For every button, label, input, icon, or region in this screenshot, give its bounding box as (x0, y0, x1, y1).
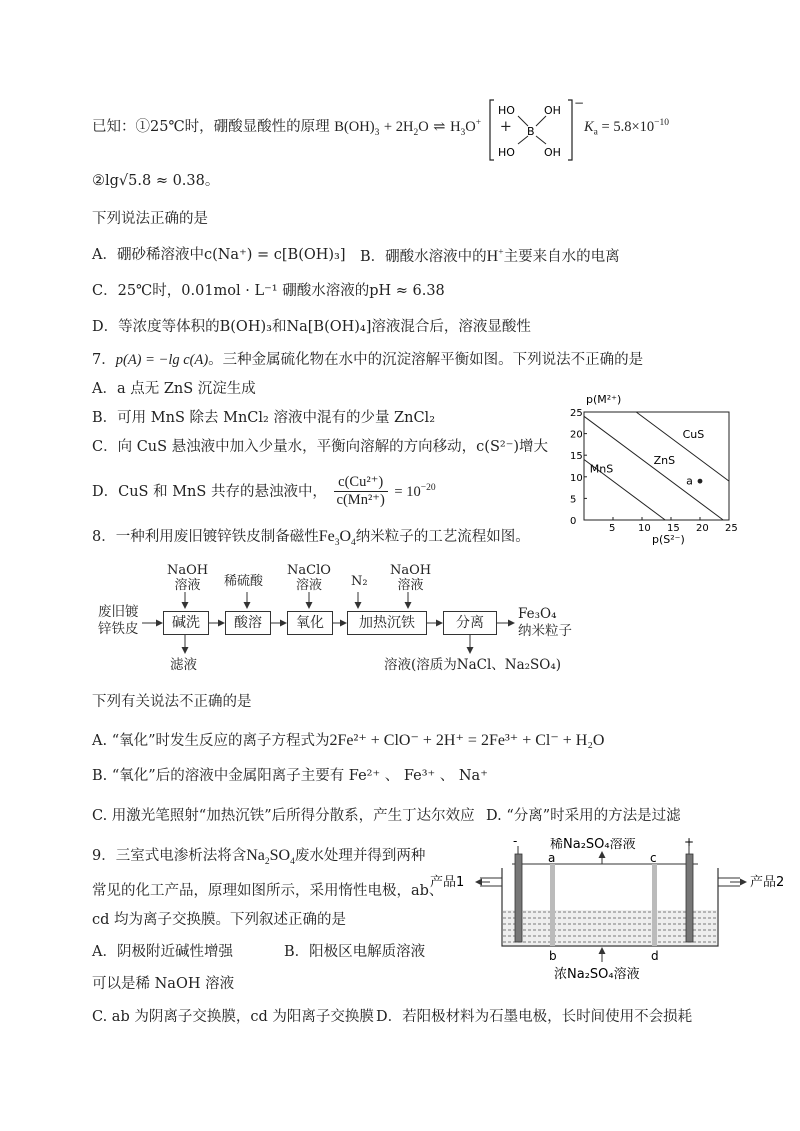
q9-option-a: A．阴极附近碱性增强 (92, 944, 233, 960)
membrane-cd (652, 864, 657, 946)
flow-product: Fe₃O₄ 纳米粒子 (518, 606, 572, 639)
q7-option-c: C．向 CuS 悬浊液中加入少量水，平衡向溶解的方向移动，c(S²⁻)增大 (92, 439, 549, 455)
anode-sign: + (684, 838, 695, 849)
known-prefix: 已知：① (92, 118, 150, 135)
membrane-label-c: c (650, 851, 657, 865)
complex-oh-top: OH (544, 104, 561, 117)
membrane-label-d: d (651, 949, 659, 963)
x-tick-label: 10 (638, 523, 651, 534)
q9-stem-line-1: 9．三室式电渗析法将含$Na_2SO_4$废水处理并得到两种 (92, 847, 426, 868)
plus-sign: + (499, 118, 512, 135)
y-tick-label: 10 (570, 472, 583, 484)
concentrated-sodium-sulfate-label: 浓Na₂SO₄溶液 (554, 967, 640, 982)
x-tick-label: 25 (725, 523, 738, 534)
known-condition-1: 25℃时，硼酸显酸性的原理 (150, 118, 330, 135)
flow-step-alkali-wash: 碱洗 (163, 611, 209, 635)
known-line-2: ②lg√5.8 ≈ 0.38。 (92, 173, 220, 189)
cathode-sign: - (513, 838, 518, 848)
complex-ho-bottom: HO (498, 146, 515, 159)
flow-step-heat-precipitate: 加热沉铁 (347, 611, 427, 635)
complex-charge: − (574, 96, 585, 110)
x-tick-label: 20 (696, 523, 709, 534)
flow-solution: 溶液(溶质为NaCl、Na₂SO₄) (384, 657, 562, 673)
series-label-cus: CuS (682, 427, 705, 441)
y-tick-label: 15 (570, 451, 583, 463)
q6-stem: 下列说法正确的是 (92, 211, 208, 227)
q9-option-b: B．阳极区电解质溶液 (284, 944, 426, 960)
q8-option-a: A. “氧化”时发生反应的离子方程式为2Fe²⁺ + ClO⁻ + 2H⁺ = 2Fe³⁺ + Cl⁻ + H₂O (92, 732, 605, 749)
membrane-label-b: b (549, 949, 557, 963)
q9-option-c: C. ab 为阴离子交换膜，cd 为阳离子交换膜 (92, 1009, 374, 1025)
q6-option-d: D．等浓度等体积的B(OH)₃和Na[B(OH)₄]溶液混合后，溶液显酸性 (92, 319, 531, 335)
x-tick-label: 15 (667, 523, 680, 534)
q7-option-d: D．CuS 和 MnS 共存的悬浊液中， $\frac{\text{c(Cu²⁺)}}{\text{c(Mn²⁺)}}$ = $10^{-20}$ (92, 474, 436, 509)
equilibrium-arrow: ⇌ (433, 118, 446, 135)
boric-acid-formula: $B(OH)_3$ (334, 118, 380, 138)
q6-option-c: C．25℃时，0.01mol · L⁻¹ 硼酸水溶液的pH ≈ 6.38 (92, 283, 445, 299)
y-tick-label: 20 (570, 429, 583, 441)
flow-waste-filtrate: 滤液 (170, 657, 197, 673)
q8-after-stem: 下列有关说法不正确的是 (92, 694, 252, 710)
q6-option-a: A．硼砂稀溶液中c(Na⁺) = c[B(OH)₃] (92, 247, 346, 263)
membrane-ab (550, 864, 555, 946)
q7-option-a: A．a 点无 ZnS 沉淀生成 (92, 381, 256, 397)
flow-reagent-4: N₂ (351, 574, 368, 589)
point-a-label: a (686, 474, 693, 488)
flow-reagent-5: NaOH 溶液 (390, 563, 432, 593)
electrodialysis-cell-diagram (430, 838, 800, 998)
y-tick-label: 5 (570, 494, 577, 506)
q9-option-d: D．若阳极材料为石墨电极，长时间使用不会损耗 (376, 1009, 693, 1025)
product-2-label: 产品2 (750, 875, 785, 890)
water-term: + $2H_2O$ (383, 118, 429, 138)
membrane-label-a: a (548, 851, 556, 865)
complex-oh-bottom: OH (544, 146, 561, 159)
q8-stem: 8．一种利用废旧镀锌铁皮制备磁性$Fe_3O_4$纳米粒子的工艺流程如图。 (92, 528, 530, 549)
q9-option-b-continued: 可以是稀 NaOH 溶液 (92, 976, 235, 992)
y-tick-label: 0 (570, 516, 577, 527)
flow-reagent-2: 稀硫酸 (224, 574, 264, 589)
dilute-sodium-sulfate-label: 稀Na₂SO₄溶液 (550, 838, 636, 852)
concentration-ratio: $\frac{\text{c(Cu²⁺)}}{\text{c(Mn²⁺)}}$ (334, 474, 388, 510)
complex-boron: B (527, 125, 535, 138)
series-label-zns: ZnS (653, 453, 676, 467)
q6-option-b: B．硼酸水溶液中的H+主要来自水的电离 (360, 247, 620, 265)
flow-reagent-3: NaClO 溶液 (287, 563, 331, 593)
y-tick-label: 25 (570, 408, 583, 419)
q7-option-b: B．可用 MnS 除去 MnCl₂ 溶液中混有的少量 ZnCl₂ (92, 410, 436, 426)
product-1-label: 产品1 (430, 875, 465, 890)
q8-option-b: B. “氧化”后的溶液中金属阳离子主要有 Fe²⁺ 、 Fe³⁺ 、 Na⁺ (92, 768, 488, 784)
y-axis-label: p(M²⁺) (586, 393, 622, 406)
anode (686, 854, 693, 942)
flow-reagent-1: NaOH 溶液 (167, 563, 209, 593)
flow-step-separation: 分离 (443, 611, 497, 635)
x-tick-label: 5 (609, 523, 616, 534)
q9-stem-line-3: cd 均为离子交换膜。下列叙述正确的是 (92, 912, 347, 928)
q8-option-c: C. 用激光笔照射“加热沉铁”后所得分散系，产生丁达尔效应 (92, 808, 475, 824)
hydronium-term: $H_3O^+$ (450, 118, 482, 138)
flow-feed: 废旧镀 锌铁皮 (98, 604, 139, 637)
complex-ho-top: HO (498, 104, 515, 117)
flow-step-acid-dissolve: 酸溶 (225, 611, 271, 635)
q7-stem: 7．p(A) = −lg c(A)。三种金属硫化物在水中的沉淀溶解平衡如图。下列说法不正确的是 (92, 352, 644, 368)
flow-step-oxidation: 氧化 (287, 611, 333, 635)
q8-option-d: D. “分离”时采用的方法是过滤 (486, 808, 681, 824)
series-label-mns: MnS (589, 462, 614, 476)
ka-expression: $K_a = 5.8\times 10^{-10}$ (584, 118, 669, 138)
x-axis-label: p(S²⁻) (652, 533, 685, 546)
known-condition-2: lg√5.8 ≈ 0.38。 (105, 173, 220, 189)
cathode (515, 854, 522, 942)
q9-stem-line-2: 常见的化工产品，原理如图所示，采用惰性电极，ab、 (92, 883, 444, 899)
